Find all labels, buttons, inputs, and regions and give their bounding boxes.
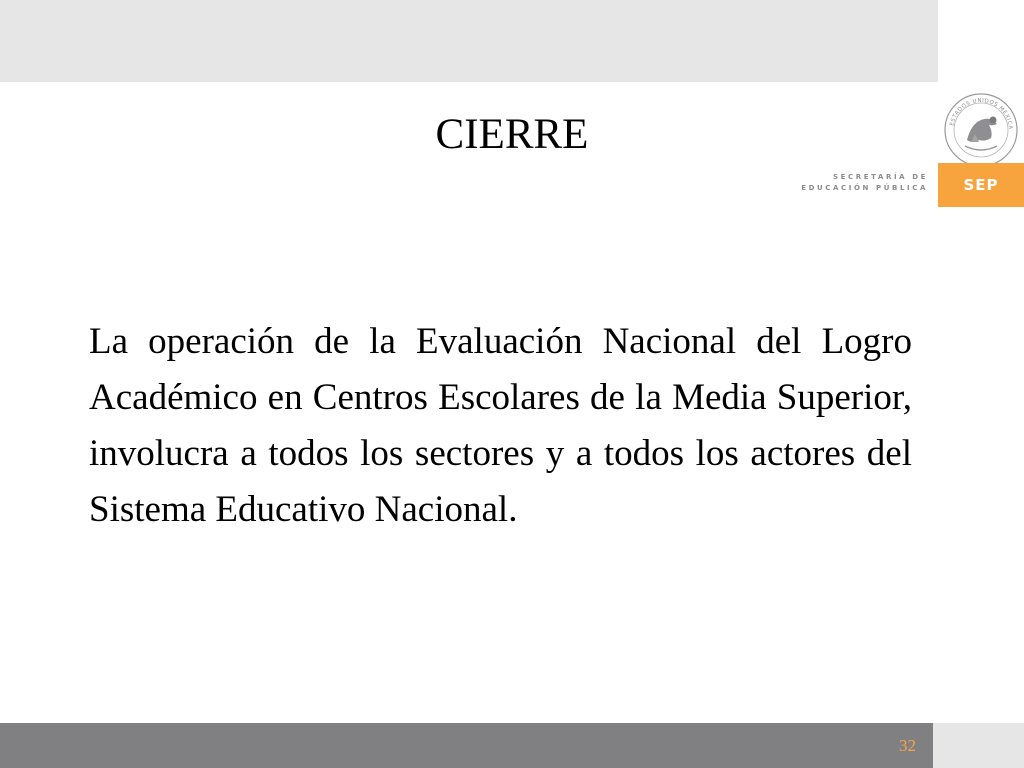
- secretaria-line-2: EDUCACIÓN PÚBLICA: [801, 184, 928, 192]
- page-number: 32: [899, 736, 916, 755]
- right-panel-top: [938, 0, 1024, 82]
- bottom-footer-band: [0, 723, 933, 768]
- emblem-text: ESTADOS UNIDOS MEXICA: [949, 97, 1014, 130]
- sep-badge: SEP: [938, 163, 1024, 207]
- slide-body-text: La operación de la Evaluación Nacional del Logro Académico en Centros Escolares de la Media Superior, involucra a todos los sectores y a todos los actores del Sistema Educativo Nacional.: [89, 321, 912, 530]
- secretaria-label: [801, 172, 928, 194]
- top-header-band: [0, 0, 938, 82]
- secretaria-line-1: SECRETARÍA DE: [832, 173, 928, 181]
- bottom-right-block: [933, 723, 1024, 768]
- slide-title: CIERRE: [435, 111, 589, 158]
